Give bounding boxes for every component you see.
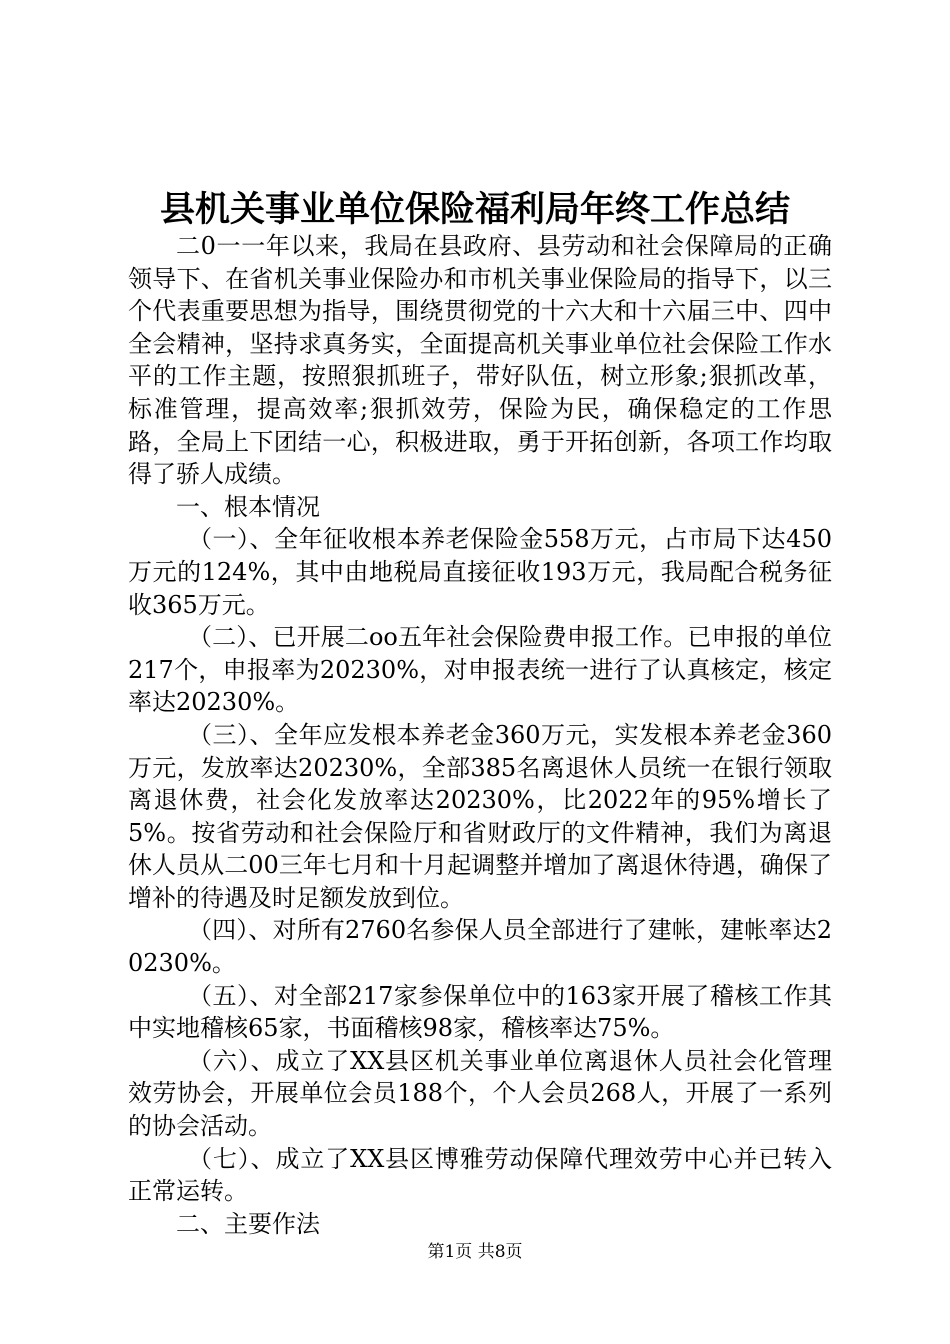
item-paragraph-3: （三）、全年应发根本养老金360万元，实发根本养老金360万元，发放率达20230%，全部385名离退休人员统一在银行领取离退休费，社会化发放率达20230%，比2022年的95%增长了5%。按省劳动和社会保险厅和省财政厅的文件精神，我们为离退休人员从二00三年七月和十月起调整并增加了离退休待遇，确保了增补的待遇及时足额发放到位。 [128,720,832,912]
item-paragraph-5: （五）、对全部217家参保单位中的163家开展了稽核工作其中实地稽核65家，书面稽核98家，稽核率达75%。 [128,981,832,1043]
item-paragraph-2: （二）、已开展二oo五年社会保险费申报工作。已申报的单位217个，申报率为20230%，对申报表统一进行了认真核定，核定率达20230%。 [128,623,832,717]
intro-paragraph: 二0一一年以来，我局在县政府、县劳动和社会保障局的正确领导下、在省机关事业保险办和市机关事业保险局的指导下，以三个代表重要思想为指导，围绕贯彻党的十六大和十六届三中、四中全会精神，坚持求真务实，全面提高机关事业单位社会保险工作水平的工作主题，按照狠抓班子，带好队伍，树立形象;狠抓改革，标准管理，提高效率;狠抓效劳，保险为民，确保稳定的工作思路，全局上下团结一心，积极进取，勇于开拓创新，各项工作均取得了骄人成绩。 [128,232,832,489]
item-paragraph-7: （七）、成立了XX县区博雅劳动保障代理效劳中心并已转入正常运转。 [128,1144,832,1206]
item-paragraph-6: （六）、成立了XX县区机关事业单位离退休人员社会化管理效劳协会，开展单位会员188个，个人会员268人，开展了一系列的协会活动。 [128,1046,832,1141]
item-paragraph-1: （一）、全年征收根本养老保险金558万元，占市局下达450万元的124%，其中由地税局直接征收193万元，我局配合税务征收365万元。 [128,525,832,619]
section-heading-main-practices: 二、主要作法 [176,1209,320,1238]
page-footer: 第1页 共8页 [427,1242,523,1262]
document-body [128,230,832,1240]
section-heading-basic-situation: 一、根本情况 [176,492,320,521]
item-paragraph-4: （四）、对所有2760名参保人员全部进行了建帐，建帐率达20230%。 [128,916,832,978]
document-title: 县机关事业单位保险福利局年终工作总结 [159,189,790,230]
